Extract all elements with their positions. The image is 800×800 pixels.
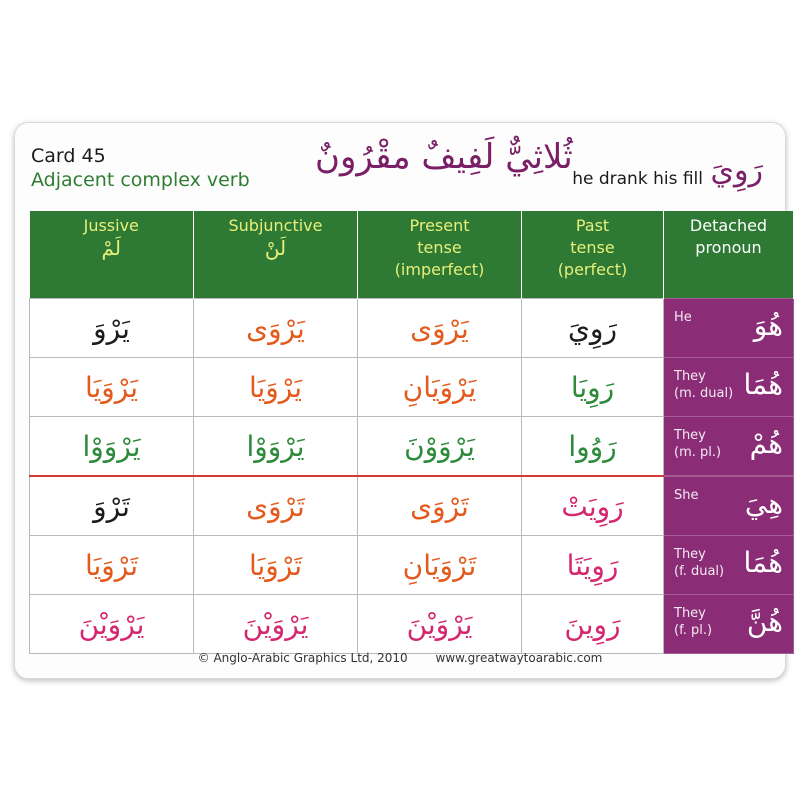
- header-present: Present tense (imperfect): [358, 211, 522, 299]
- cell-present: تَرْوَى: [358, 476, 522, 536]
- cell-past: رَوُوا: [522, 417, 664, 477]
- pronoun-english: She: [674, 488, 699, 503]
- cell-subjunctive: تَرْوَى: [194, 476, 358, 536]
- header-jussive: Jussive لَمْ: [30, 211, 194, 299]
- table-row: [30, 536, 794, 595]
- pronoun-arabic: هُمْ: [749, 427, 783, 460]
- card-number: Card 45: [31, 145, 106, 167]
- header-subjunctive-arabic: لَنْ: [264, 236, 287, 260]
- table-row: [30, 358, 794, 417]
- table-row: [30, 417, 794, 477]
- cell-subjunctive: يَرْوَيْنَ: [194, 595, 358, 654]
- cell-pronoun: [664, 536, 794, 595]
- pronoun-english: They (f. dual): [674, 547, 725, 579]
- cell-present: يَرْوَيَانِ: [358, 358, 522, 417]
- header-past: Past tense (perfect): [522, 211, 664, 299]
- cell-present: يَرْوَوْنَ: [358, 417, 522, 477]
- verb-meaning: he drank his fill: [572, 169, 703, 189]
- cell-jussive: يَرْوَيَا: [30, 358, 194, 417]
- cell-present: تَرْوَيَانِ: [358, 536, 522, 595]
- header-subjunctive: Subjunctive لَنْ: [194, 211, 358, 299]
- pronoun-english: They (m. dual): [674, 369, 734, 401]
- pronoun-arabic: هُمَا: [743, 368, 783, 401]
- cell-pronoun: [664, 476, 794, 536]
- cell-pronoun: [664, 358, 794, 417]
- cell-pronoun: [664, 595, 794, 654]
- verb-arabic: رَوِيَ: [710, 153, 763, 188]
- table-row: [30, 299, 794, 358]
- table-row: [30, 595, 794, 654]
- cell-jussive: يَرْوَ: [30, 299, 194, 358]
- header-jussive-arabic: لَمْ: [101, 236, 121, 260]
- cell-past: رَوِيَ: [522, 299, 664, 358]
- pronoun-english: They (m. pl.): [674, 428, 722, 460]
- cell-jussive: تَرْوَ: [30, 476, 194, 536]
- cell-subjunctive: تَرْوَيَا: [194, 536, 358, 595]
- cell-pronoun: [664, 299, 794, 358]
- cell-past: رَوِيَا: [522, 358, 664, 417]
- cell-jussive: يَرْوَوْا: [30, 417, 194, 477]
- cell-jussive: تَرْوَيَا: [30, 536, 194, 595]
- table-row: [30, 476, 794, 536]
- cell-jussive: يَرْوَيْنَ: [30, 595, 194, 654]
- cell-subjunctive: يَرْوَيَا: [194, 358, 358, 417]
- cell-present: يَرْوَيْنَ: [358, 595, 522, 654]
- pronoun-arabic: هُمَا: [743, 546, 783, 579]
- header-pronoun: Detached pronoun: [664, 211, 794, 299]
- conjugation-table: [29, 211, 794, 654]
- pronoun-arabic: هُوَ: [753, 309, 783, 342]
- website-link[interactable]: www.greatwaytoarabic.com: [435, 651, 603, 665]
- cell-pronoun: [664, 417, 794, 477]
- cell-past: رَوِيَتْ: [522, 476, 664, 536]
- copyright-text: © Anglo-Arabic Graphics Ltd, 2010: [197, 651, 408, 665]
- card-subtitle: Adjacent complex verb: [31, 169, 250, 191]
- pronoun-arabic: هِيَ: [744, 487, 783, 520]
- cell-subjunctive: يَرْوَى: [194, 299, 358, 358]
- pronoun-english: He: [674, 310, 692, 325]
- cell-past: رَوِيَتَا: [522, 536, 664, 595]
- pronoun-arabic: هُنَّ: [746, 605, 783, 638]
- header-row: [30, 211, 794, 299]
- pronoun-english: They (f. pl.): [674, 606, 713, 638]
- flash-card: [14, 122, 786, 679]
- cell-subjunctive: يَرْوَوْا: [194, 417, 358, 477]
- footer: [15, 651, 785, 665]
- cell-present: يَرْوَى: [358, 299, 522, 358]
- arabic-title: ثُلاثِيٌّ لَفِيفٌ مقْرُونٌ: [315, 137, 573, 177]
- cell-past: رَوِينَ: [522, 595, 664, 654]
